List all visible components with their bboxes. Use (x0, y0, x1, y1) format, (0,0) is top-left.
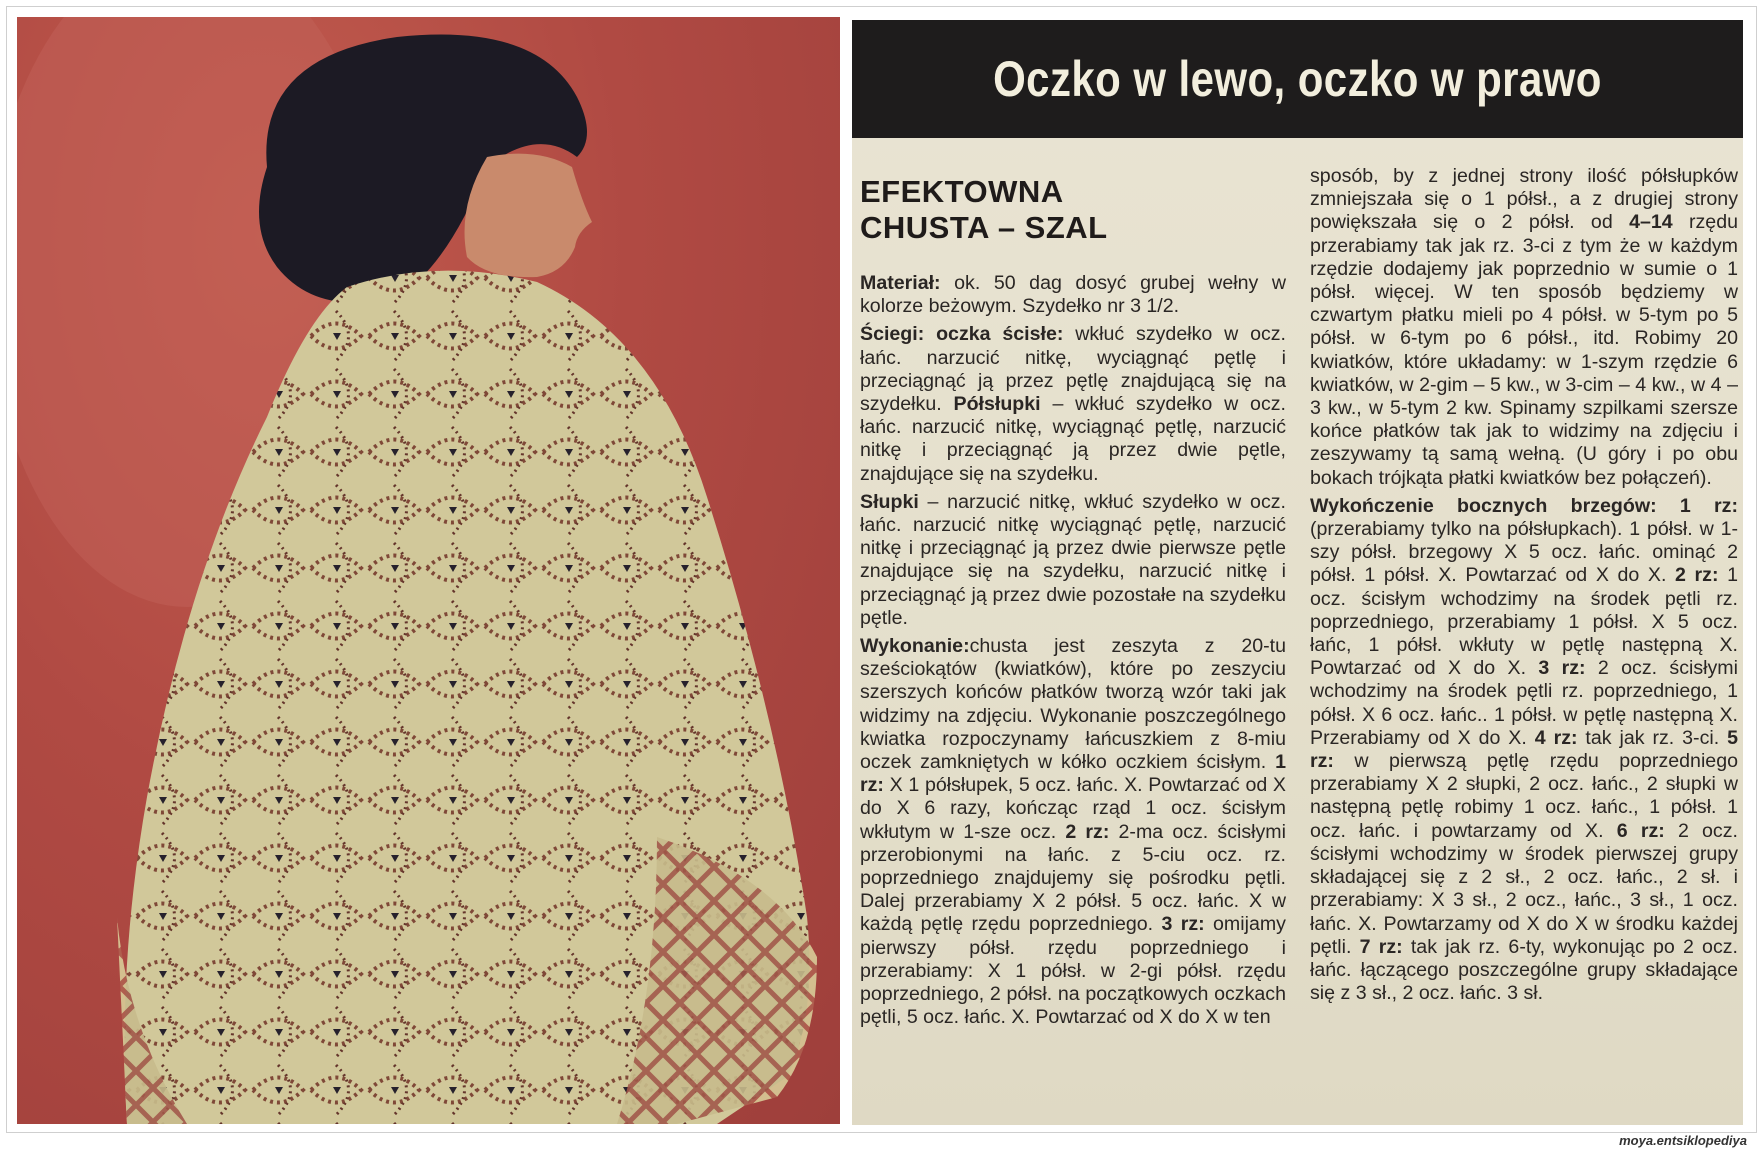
finishing-row-7-label: 7 rz: (1359, 935, 1403, 958)
label-stitches: Ściegi: oczka ścisłe: (860, 323, 1064, 346)
finishing-row-3-label: 3 rz: (1538, 657, 1586, 680)
text-continuation: sposób, by z jednej strony ilość półsłupków zmniejszała się o 1 półsł., a z drugiej strony powiększała się o 2 półsł. od (1310, 165, 1738, 234)
text-execution: chusta jest zeszyta z 20-tu sześciokątów (kwiatków), które po zeszyciu szerszych końców płatków tworzą wzór taki jak widzimy na zdjęciu. Wykonanie poszczególnego kwiatka rozpoczynamy łańcuszkiem z 8-miu oczek zamkniętych w kółko oczkiem ścisłym. (860, 635, 1286, 774)
label-finishing: Wykończenie bocznych brzegów: 1 rz: (1310, 494, 1738, 517)
row-2-label: 2 rz: (1065, 820, 1110, 843)
text-material: ok. 50 dag dosyć grubej wełny w kolorze beżowym. Szydełko nr 3 1/2. (860, 272, 1286, 318)
article-headline (860, 174, 1286, 246)
photo-woman-in-shawl (17, 17, 840, 1124)
finishing-row-3-text: 2 ocz. ścisłymi wchodzimy na środek pętli rz. poprzedniego, 1 półsł. X 6 ocz. łańc.. 1 półsł. w pętlę następną X. Przerabiamy od X do X. (1310, 657, 1738, 749)
text-half-double: – wkłuć szydełko w ocz. łańc. narzucić nitkę, wyciągnąć pętlę, narzucić nitkę i przeciągnąć ją przez dwie pętle, znajdujące się na szydełku. (860, 393, 1286, 485)
newspaper-clipping (852, 20, 1743, 1125)
label-half-double: Półsłupki (953, 393, 1041, 416)
row-3-text: omijamy pierwszy półsł. rzędu poprzedniego i przerabiamy: X 1 półsł. w 2-gi półsł. rzędu poprzedniego, 2 półsł. na początkowych oczkach pętli, 5 ocz. łańc. X. Powtarzać od X do X w ten (860, 913, 1286, 1029)
finishing-row-1-text: (przerabiamy tylko na półsłupkach). 1 półsł. w 1-szy półsł. brzegowy X 5 ocz. łańc. ominąć 2 półsł. 1 półsł. X. Powtarzać od X do X. (1310, 518, 1738, 587)
finishing-row-6-text: 2 ocz. ścisłymi wchodzimy w środek pierwszej grupy składającej się z 2 sł., 2 ocz. łańc., 2 sł. i przerabiamy: X 3 sł., 2 ocz., łańc., 3 sł., 1 ocz. łańc. X. Powtarzamy od X do X w środku każdej pętli. (1310, 819, 1738, 958)
label-double-crochet: Słupki (860, 490, 919, 513)
text-double-crochet: – narzucić nitkę, wkłuć szydełko w ocz. łańc. narzucić nitkę wyciągnąć pętlę, narzucić nitkę i przeciągnąć ją przez dwie pierwsze pętle znajdujące się na szydełku, narzucić nitkę i przeciągnąć ją przez dwie pozostałe na szydełku pętle. (860, 490, 1286, 629)
paragraph-finishing (1310, 495, 1738, 1005)
paragraph-double-crochet (860, 491, 1286, 630)
finishing-row-2-label: 2 rz: (1675, 564, 1719, 587)
row-1-label: 1 rz: (860, 751, 1286, 797)
finishing-row-4-text: tak jak rz. 3-ci. (1577, 726, 1728, 749)
label-execution: Wykonanie: (860, 635, 970, 658)
paragraph-continuation (1310, 165, 1738, 490)
row-2-text: 2-ma ocz. ścisłymi przerobionymi na łańc. z 5-ciu ocz. rz. poprzedniego znajdujemy się pośrodku pętli. Dalej przerabiamy X 2 półsł. 5 ocz. łańc. X w każdą pętlę rzędu poprzedniego. (860, 820, 1286, 936)
finishing-row-4-label: 4 rz: (1534, 726, 1578, 749)
title-banner (852, 20, 1743, 138)
paragraph-material (860, 272, 1286, 318)
text-continuation-2: rzędu przerabiamy tak jak rz. 3-ci z tym że w każdym rzędzie dodajemy jak poprzednio w sumie o 1 półsł. więcej. W ten sposób będziemy w czwartym płatku mieli po 4 półsł. w 5-tym po 5 półsł. w 6-tym po 6 półsł., itd. Robimy 20 kwiatków, które układamy: w 1-szym rzędzie 6 kwiatków, w 2-gim – 5 kw., w 3-cim – 4 kw., w 4 – 3 kw., w 5-tym 2 kw. Spinamy szpilkami szersze końce płatków tak jak to widzimy na zdjęciu i zeszywamy tą samą wełną. (U góry i po obu bokach trójkąta płatki kwiatków bez połączeń). (1310, 211, 1738, 489)
page-title: Oczko w lewo, oczko w prawo (993, 51, 1602, 107)
watermark: moya.entsiklopediya (1619, 1133, 1747, 1148)
headline-line-1: EFEKTOWNA (860, 174, 1064, 209)
finishing-row-5-text: w pierwszą pętlę rzędu poprzedniego przerabiamy X 2 słupki, 2 ocz. łańc., 2 słupki w następną pętlę robimy 1 ocz. łańc., 1 półsł. 1 ocz. łańc. i powtarzamy od X. (1310, 750, 1738, 842)
finishing-row-2-text: 1 ocz. ścisłym wchodzimy na środek pętli rz. poprzedniego, przerabiamy 1 półsł. X 5 ocz. łańc, 1 półsł. wkłuty w pętlę następną X. Powtarzać od X do X. (1310, 564, 1739, 680)
rows-4-14-label: 4–14 (1629, 211, 1673, 234)
finishing-row-5-label: 5 rz: (1310, 726, 1738, 773)
paragraph-execution (860, 635, 1286, 1029)
row-3-label: 3 rz: (1161, 913, 1205, 936)
text-column-left (860, 166, 1286, 1035)
paragraph-stitches (860, 323, 1286, 485)
label-material: Materiał: (860, 272, 941, 294)
text-column-right (1310, 165, 1738, 1010)
text-stitches: wkłuć szydełko w ocz. łańc. narzucić nitkę, wyciągnąć pętlę i przeciągnąć ją przez pętlę znajdującą się na szydełku. (860, 323, 1287, 416)
finishing-row-7-text: tak jak rz. 6-ty, wykonując po 2 ocz. łańc. łączącego poszczególne grupy składające się z 3 sł., 2 ocz. łańc. 3 sł. (1310, 935, 1738, 1005)
row-1-text: X 1 półsłupek, 5 ocz. łańc. X. Powtarzać od X do X 6 razy, kończąc rząd 1 ocz. ścisłym wkłutym w 1-sze ocz. (860, 774, 1286, 843)
headline-line-2: CHUSTA – SZAL (860, 210, 1108, 245)
finishing-row-6-label: 6 rz: (1616, 819, 1665, 842)
